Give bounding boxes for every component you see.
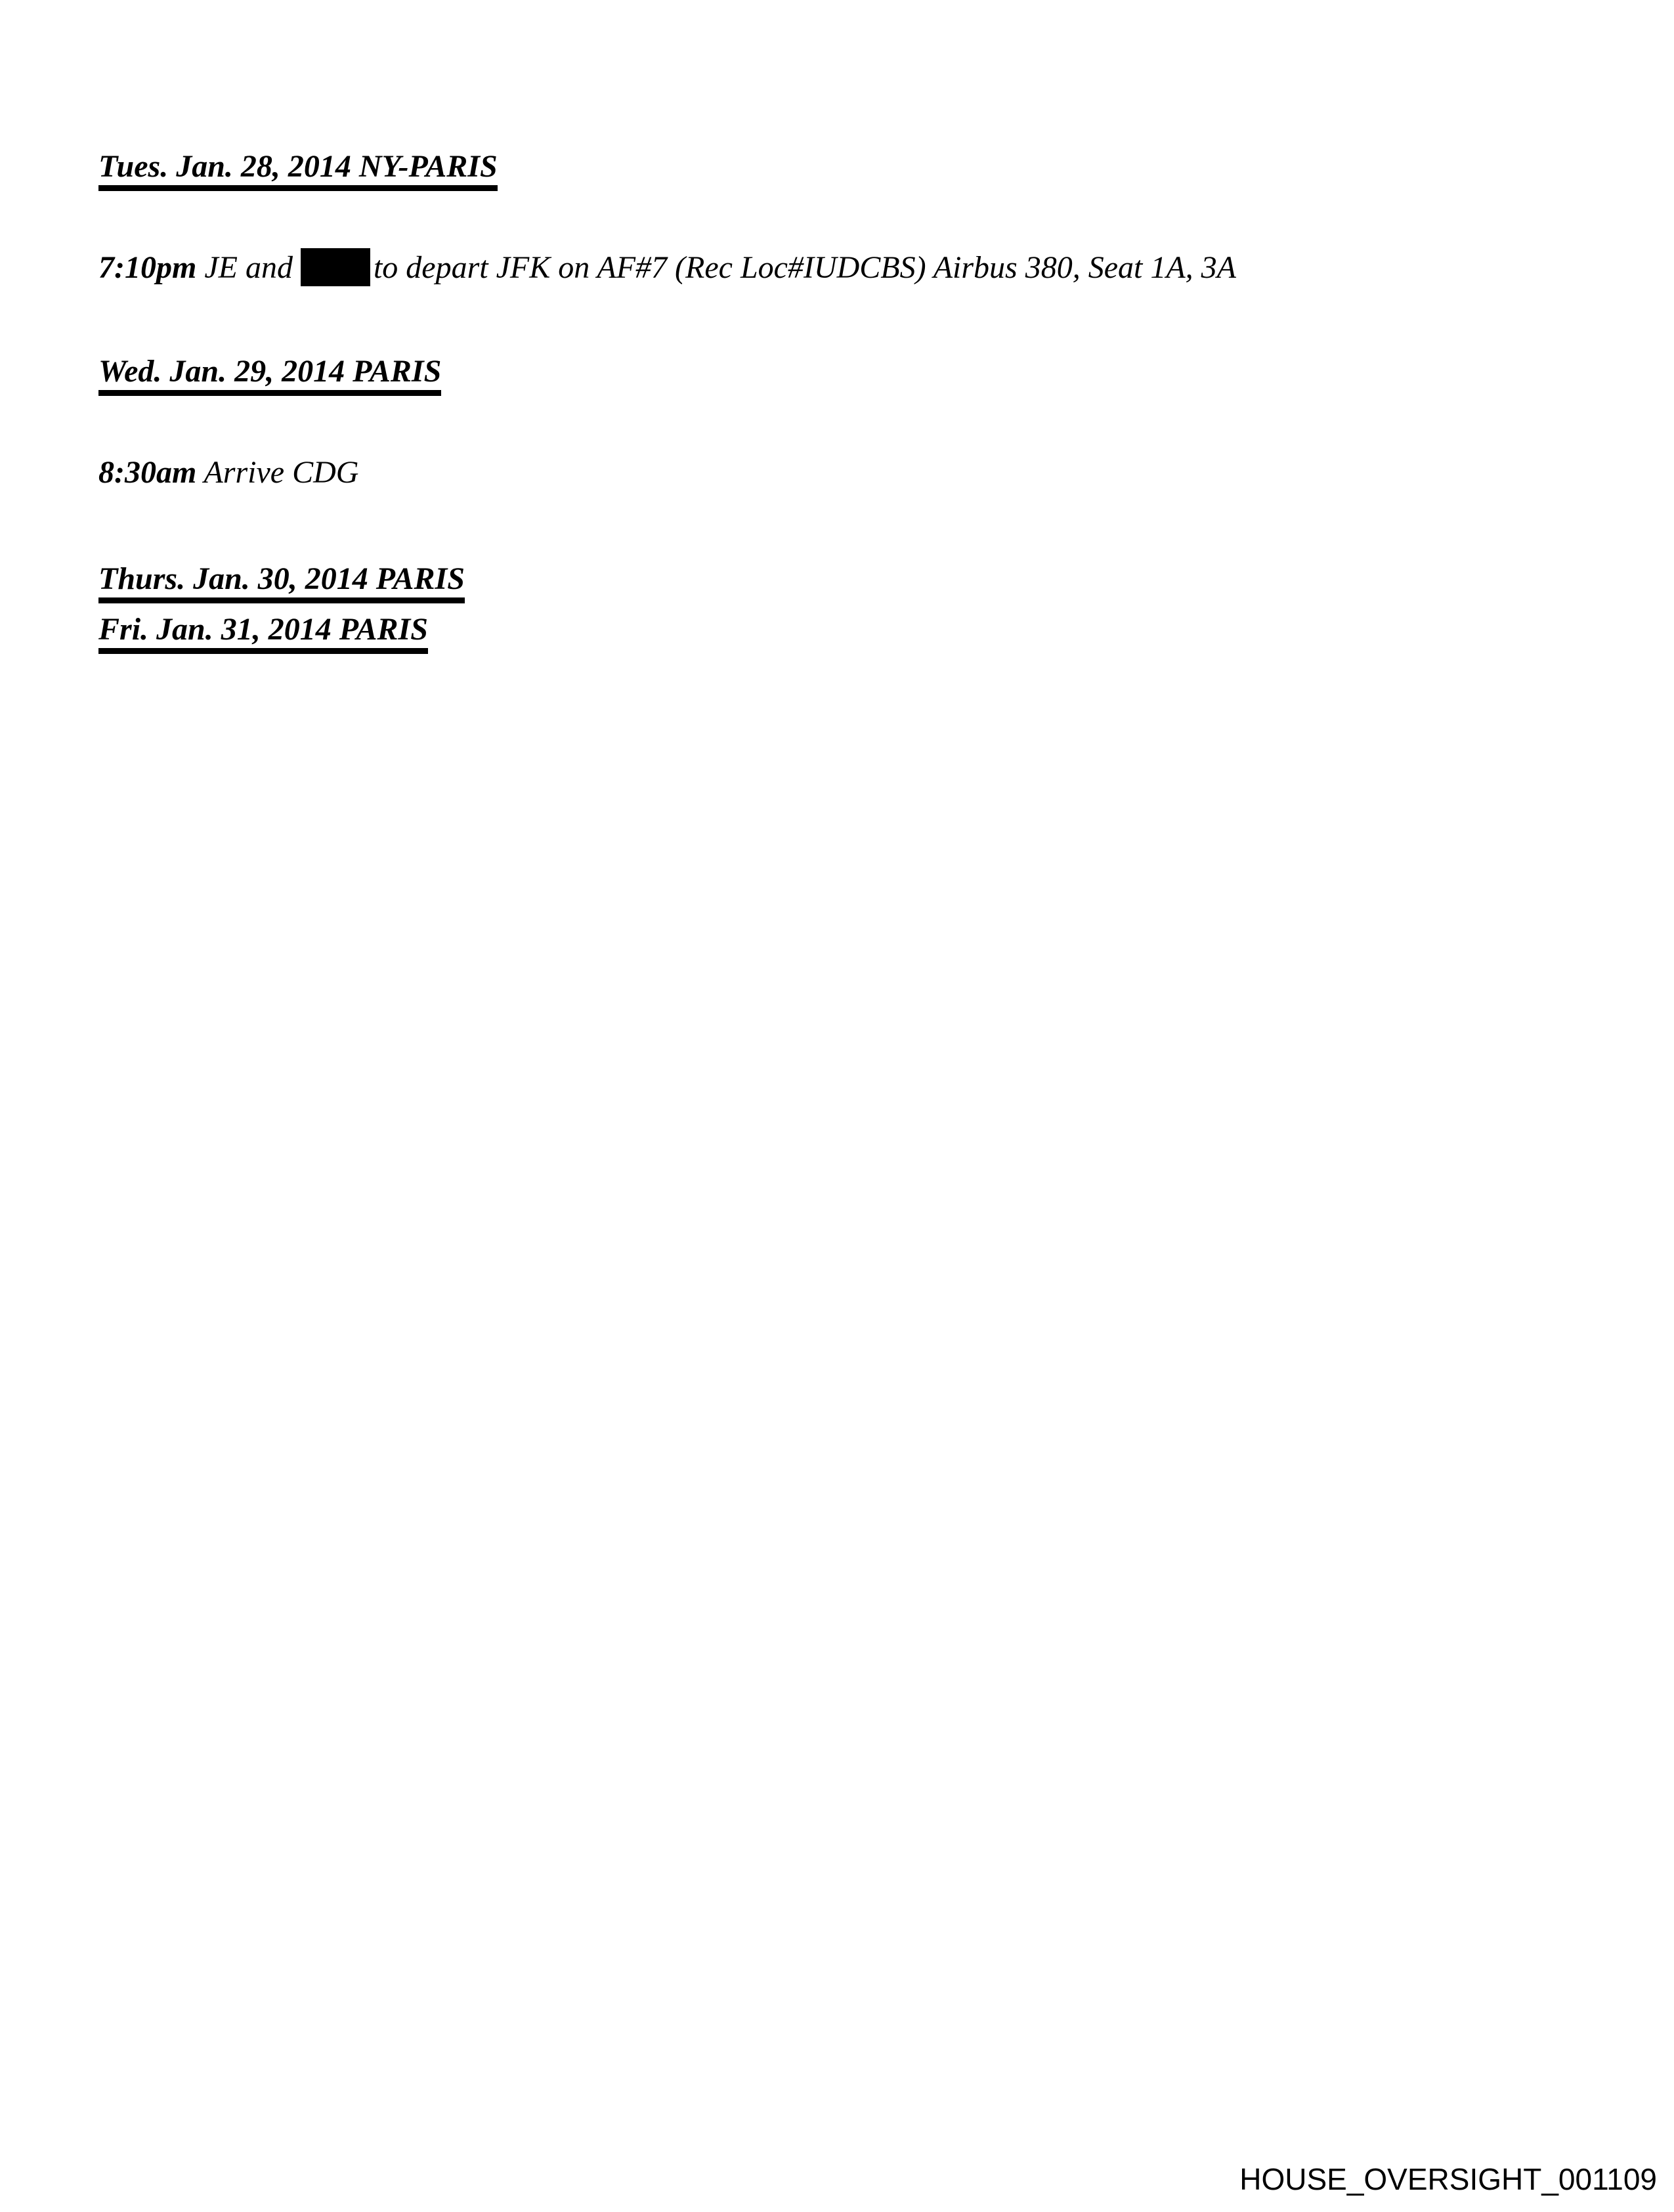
day-heading-jan28	[98, 148, 498, 191]
day-heading-jan30	[98, 561, 465, 603]
event-time-label: 7:10pm	[98, 250, 197, 285]
day-heading-jan29	[98, 353, 441, 396]
day-heading-jan29-text: Wed. Jan. 29, 2014 PARIS	[98, 353, 441, 396]
day-heading-jan31	[98, 611, 428, 654]
arrival-event-text: Arrive CDG	[204, 455, 359, 490]
bates-number: HOUSE_OVERSIGHT_001109	[1239, 2162, 1657, 2196]
event-time-label: 8:30am	[98, 455, 197, 490]
redaction-box	[301, 248, 370, 286]
day-heading-jan31-text: Fri. Jan. 31, 2014 PARIS	[98, 611, 428, 654]
event-text-before-redaction: JE and	[204, 250, 293, 285]
day-heading-jan30-text: Thurs. Jan. 30, 2014 PARIS	[98, 561, 465, 603]
event-text-after-redaction: to depart JFK on AF#7 (Rec Loc#IUDCBS) Airbus 380, Seat 1A, 3A	[373, 250, 1236, 285]
flight-event-line	[98, 248, 1236, 286]
arrival-event-line	[98, 454, 358, 490]
day-heading-jan28-text: Tues. Jan. 28, 2014 NY-PARIS	[98, 148, 498, 191]
